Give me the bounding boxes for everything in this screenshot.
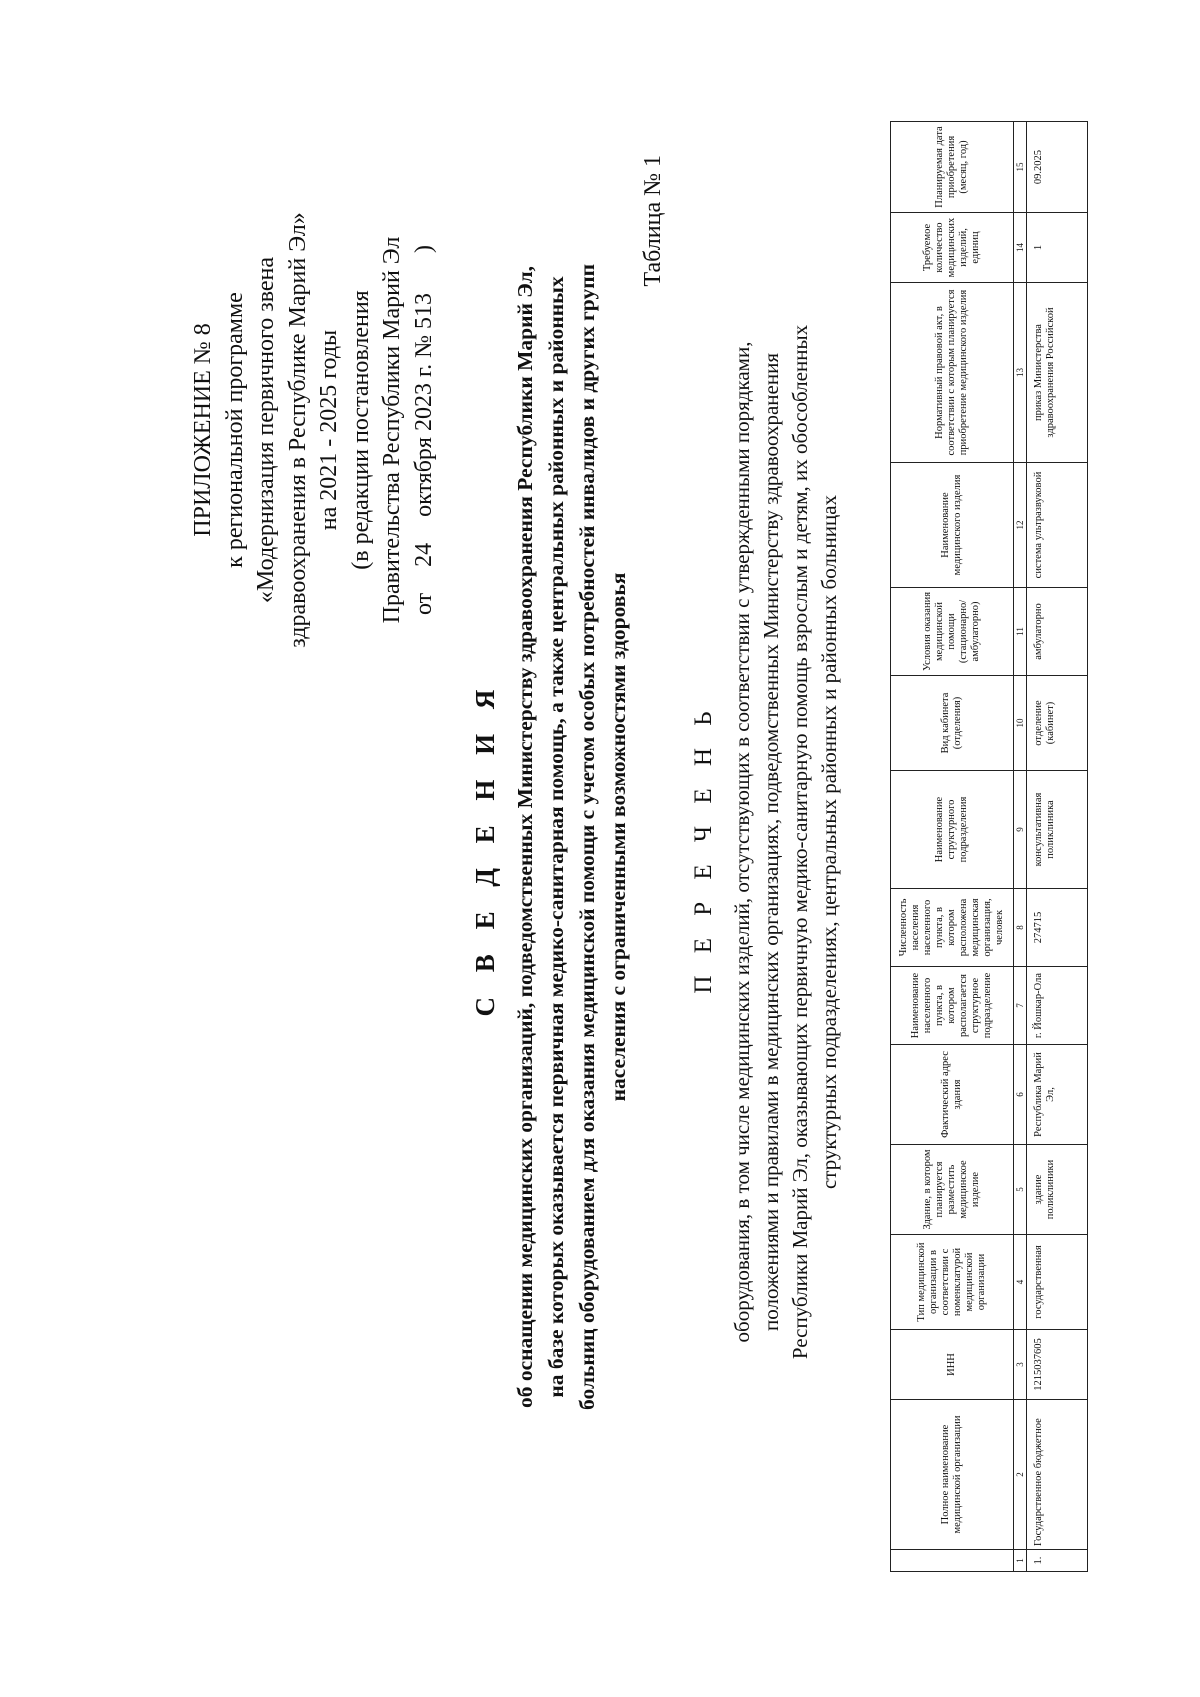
- date-close: ): [410, 245, 437, 253]
- header-cell: Наименование медицинского изделия: [891, 463, 1014, 588]
- subtitle-line: об оснащении медицинских организаций, подведомственных Министерству здравоохранения Республики Марий Эл,: [513, 265, 537, 1409]
- header-cell: Полное наименование медицинской организации: [891, 1400, 1014, 1550]
- data-cell: 09.2025: [1027, 122, 1088, 213]
- column-number-cell: 7: [1014, 967, 1027, 1045]
- appendix-line: здравоохранения в Республике Марий Эл»: [284, 212, 311, 648]
- subtitle-line: больниц оборудованием для оказания медицинской помощи с учетом особых потребностей инвалидов и других групп: [575, 264, 599, 1410]
- header-cell: Тип медицинской организации в соответствии с номенклатурой медицинской организации: [891, 1235, 1014, 1330]
- column-number-cell: 5: [1014, 1145, 1027, 1235]
- column-number-cell: 11: [1014, 588, 1027, 676]
- header-cell: Условия оказания медицинской помощи (стационарно/ амбулаторно): [891, 588, 1014, 676]
- appendix-date-line: [409, 150, 441, 710]
- header-cell: Нормативный правовой акт, в соответствии с которым планируется приобретение медицинского изделия: [891, 283, 1014, 463]
- data-cell: 1215037605: [1027, 1330, 1088, 1400]
- data-cell: система ультразвуковой: [1027, 463, 1088, 588]
- appendix-block: [188, 150, 440, 710]
- data-cell: Республика Марий Эл,: [1027, 1045, 1088, 1145]
- subtitle-line: на базе которых оказывается первичная медико-санитарная помощь, а также центральных районных и районных: [544, 276, 568, 1398]
- table-row: [1027, 122, 1088, 1572]
- appendix-line: на 2021 - 2025 годы: [316, 329, 342, 531]
- svedeniya-title: С В Е Д Е Н И Я: [470, 680, 500, 1017]
- description-line: структурных подразделениях, центральных районных и районных больницах: [817, 494, 841, 1190]
- header-cell: [891, 1550, 1014, 1572]
- description-line: Республики Марий Эл, оказывающих первичную медико-санитарную помощь взрослым и детям, их обособленных: [788, 324, 812, 1360]
- data-cell: 274715: [1027, 889, 1088, 967]
- column-number-cell: 3: [1014, 1330, 1027, 1400]
- appendix-line: «Модернизация первичного звена: [253, 256, 279, 604]
- column-number-cell: 2: [1014, 1400, 1027, 1550]
- perechen-description: [728, 107, 844, 1577]
- column-number-cell: 6: [1014, 1045, 1027, 1145]
- perechen-title: П Е Р Е Ч Е Н Ь: [690, 703, 717, 994]
- column-number-cell: 10: [1014, 676, 1027, 771]
- appendix-title: ПРИЛОЖЕНИЕ № 8: [190, 323, 216, 537]
- column-number-cell: 14: [1014, 213, 1027, 283]
- column-number-cell: 4: [1014, 1235, 1027, 1330]
- description-line: оборудования, в том числе медицинских изделий, отсутствующих в соответствии с утвержденными порядками,: [730, 341, 754, 1343]
- data-cell: 1.: [1027, 1550, 1088, 1572]
- data-cell: г. Йошкар-Ола: [1027, 967, 1088, 1045]
- header-cell: Планируемая дата приобретения (месяц, год): [891, 122, 1014, 213]
- data-cell: здание поликлиники: [1027, 1145, 1088, 1235]
- header-cell: Здание, в котором планируется разместить медицинское изделие: [891, 1145, 1014, 1235]
- header-cell: Требуемое количество медицинских изделий, единиц: [891, 213, 1014, 283]
- data-cell: амбулаторно: [1027, 588, 1088, 676]
- table-header-row: [891, 122, 1014, 1572]
- header-cell: Наименование структурного подразделения: [891, 771, 1014, 889]
- svedeniya-subtitle: [510, 87, 634, 1587]
- subtitle-line: населения с ограниченными возможностями здоровья: [606, 572, 630, 1102]
- date-rest: октября 2023 г. № 513: [410, 293, 437, 517]
- column-number-cell: 12: [1014, 463, 1027, 588]
- equipment-table: [890, 121, 1088, 1572]
- data-cell: приказ Министерства здравоохранения Российской: [1027, 283, 1088, 463]
- table-number: Таблица № 1: [640, 155, 666, 287]
- data-cell: 1: [1027, 213, 1088, 283]
- column-number-cell: 9: [1014, 771, 1027, 889]
- date-day: 24: [410, 542, 437, 567]
- header-cell: Фактический адрес здания: [891, 1045, 1014, 1145]
- header-cell: Наименование населенного пункта, в котором располагается структурное подразделение: [891, 967, 1014, 1045]
- header-cell: Вид кабинета (отделения): [891, 676, 1014, 771]
- column-number-cell: 15: [1014, 122, 1027, 213]
- appendix-line: Правительства Республики Марий Эл: [379, 236, 405, 624]
- data-cell: отделение (кабинет): [1027, 676, 1088, 771]
- description-line: положениями и правилами в медицинских организациях, подведомственных Министерству здравоохранения: [759, 353, 783, 1331]
- table-column-numbers-row: [1014, 122, 1027, 1572]
- data-cell: Государственное бюджетное: [1027, 1400, 1088, 1550]
- appendix-line: к региональной программе: [221, 292, 248, 568]
- data-cell: консультативная поликлиника: [1027, 771, 1088, 889]
- data-cell: государственная: [1027, 1235, 1088, 1330]
- header-cell: ИНН: [891, 1330, 1014, 1400]
- appendix-line: (в редакции постановления: [347, 290, 374, 570]
- header-cell: Численность населения населенного пункта, в котором расположена медицинская организация, человек: [891, 889, 1014, 967]
- column-number-cell: 8: [1014, 889, 1027, 967]
- date-prefix: от: [410, 592, 437, 616]
- column-number-cell: 13: [1014, 283, 1027, 463]
- column-number-cell: 1: [1014, 1550, 1027, 1572]
